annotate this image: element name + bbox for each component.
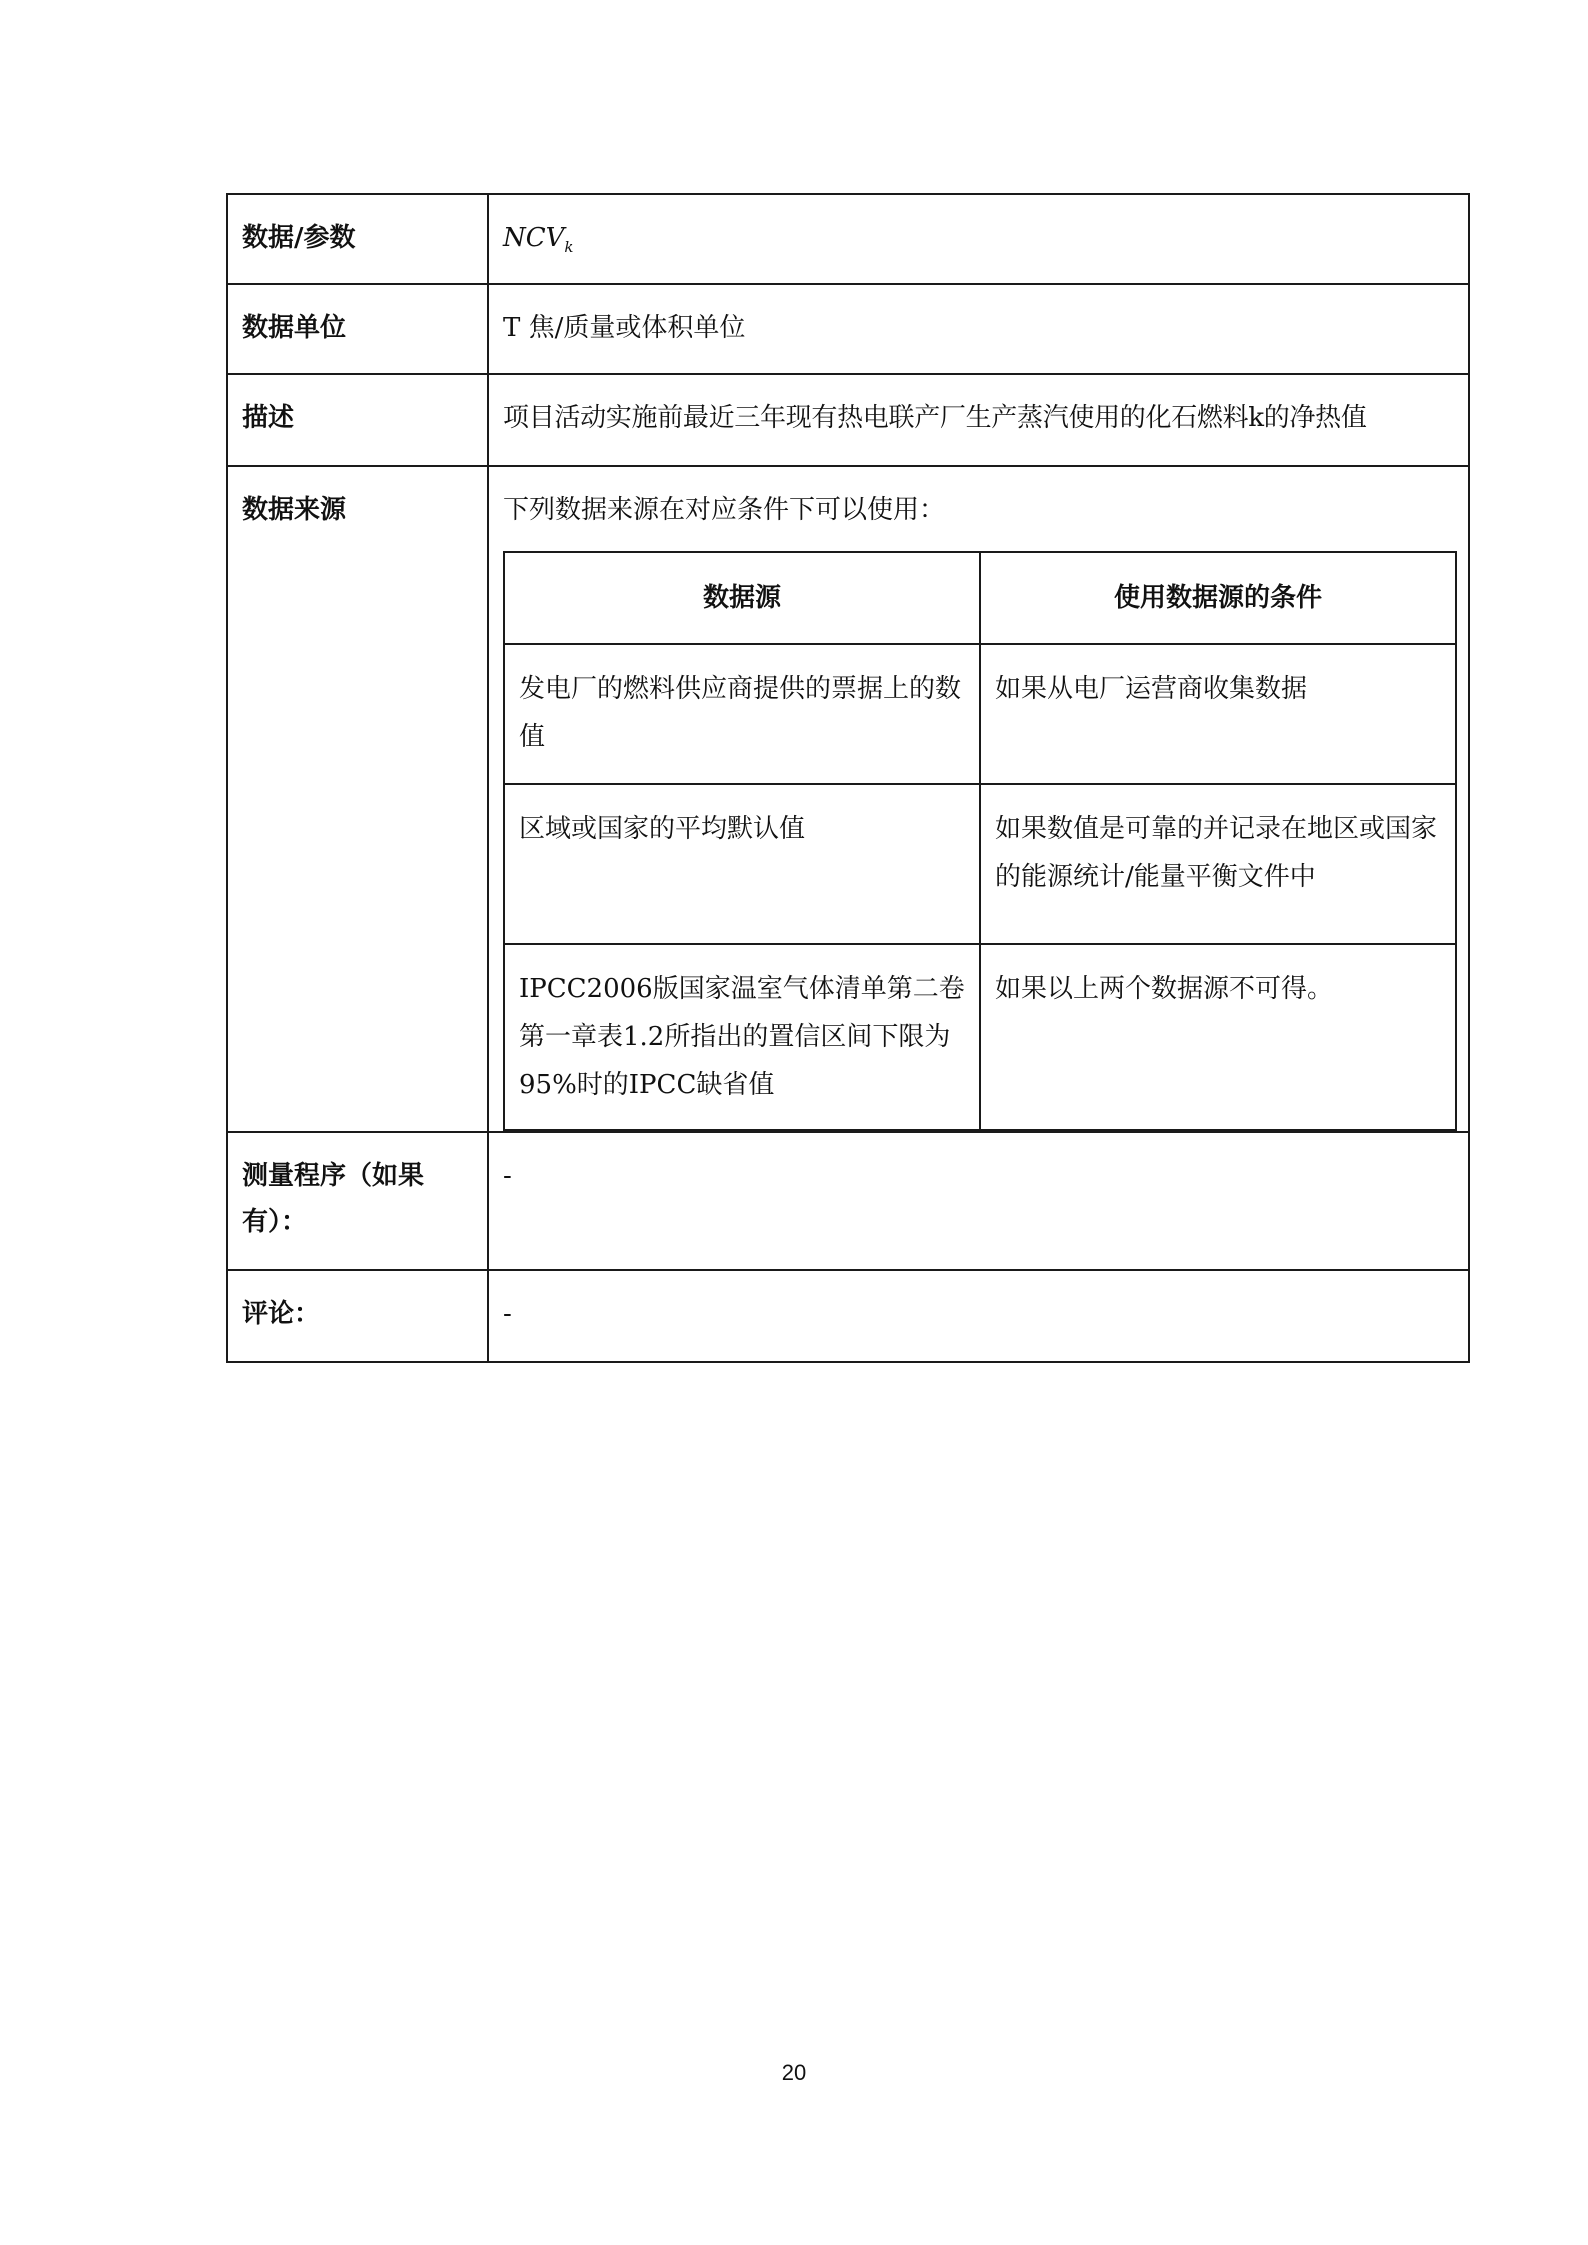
row-comment — [227, 1270, 1469, 1362]
source-cell-2: 区域或国家的平均默认值 — [504, 784, 980, 944]
ncv-symbol: NCV — [503, 223, 565, 253]
row-data-unit — [227, 284, 1469, 374]
data-source-table — [503, 551, 1457, 1131]
label-data-source: 数据来源 — [227, 466, 488, 1132]
condition-cell-1: 如果从电厂运营商收集数据 — [980, 644, 1456, 784]
header-source: 数据源 — [504, 552, 980, 644]
ncv-subscript: k — [564, 238, 574, 257]
row-data-source — [227, 466, 1469, 1132]
table-row — [504, 644, 1456, 784]
page-number: 20 — [781, 2060, 807, 2085]
condition-cell-3: 如果以上两个数据源不可得。 — [980, 944, 1456, 1130]
header-condition: 使用数据源的条件 — [980, 552, 1456, 644]
source-cell-1: 发电厂的燃料供应商提供的票据上的数值 — [504, 644, 980, 784]
label-comment: 评论： — [227, 1270, 488, 1362]
label-measurement-procedure: 测量程序（如果有）： — [227, 1132, 488, 1270]
value-data-unit: T 焦/质量或体积单位 — [488, 284, 1469, 374]
row-measurement-procedure — [227, 1132, 1469, 1270]
label-data-parameter: 数据/参数 — [227, 194, 488, 284]
row-description — [227, 374, 1469, 466]
value-data-parameter — [488, 194, 1469, 284]
condition-cell-2: 如果数值是可靠的并记录在地区或国家的能源统计/能量平衡文件中 — [980, 784, 1456, 944]
source-cell-3: IPCC2006版国家温室气体清单第二卷第一章表1.2所指出的置信区间下限为95%时的IPCC缺省值 — [504, 944, 980, 1130]
table-row — [504, 944, 1456, 1130]
label-data-unit: 数据单位 — [227, 284, 488, 374]
value-measurement-procedure: - — [488, 1132, 1469, 1270]
row-data-parameter — [227, 194, 1469, 284]
value-data-source — [488, 466, 1469, 1132]
data-source-header-row — [504, 552, 1456, 644]
value-comment: - — [488, 1270, 1469, 1362]
value-description: 项目活动实施前最近三年现有热电联产厂生产蒸汽使用的化石燃料k的净热值 — [488, 374, 1469, 466]
data-source-intro: 下列数据来源在对应条件下可以使用： — [503, 495, 946, 525]
label-description: 描述 — [227, 374, 488, 466]
parameter-table — [226, 193, 1470, 1363]
table-row — [504, 784, 1456, 944]
